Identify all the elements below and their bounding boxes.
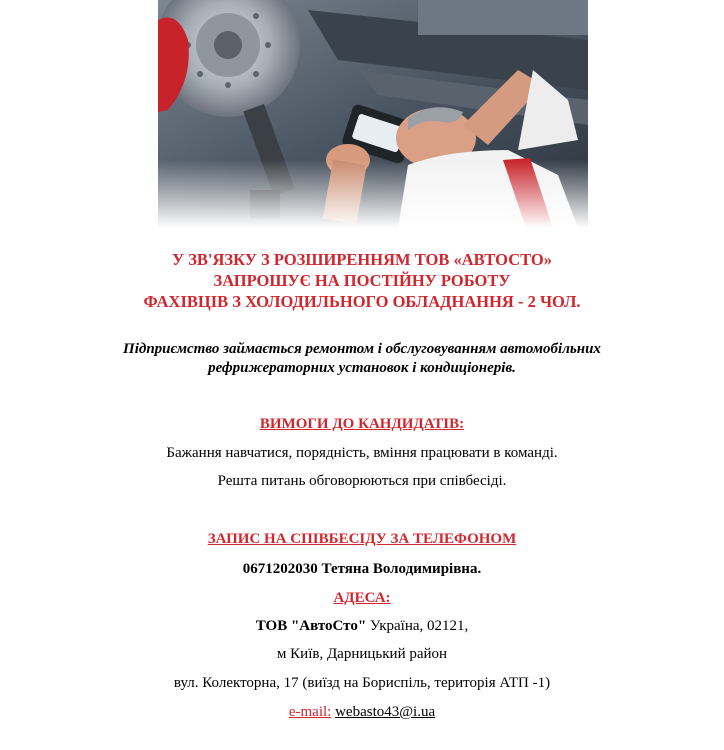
address-city: м Київ, Дарницький район (276, 646, 448, 662)
address-company-rest: Україна, 02121, (366, 618, 469, 634)
contact-phone: 0671202030 Тетяна Володимирівна. (242, 561, 482, 577)
address-company-line (0, 617, 724, 636)
intro-line-1: Підприємство займається ремонтом і обслуговуванням автомобільних (123, 341, 601, 357)
mechanic-illustration (158, 0, 588, 228)
headline (0, 249, 724, 312)
address-street: вул. Колекторна, 17 (виїзд на Бориспіль, територія АТП -1) (173, 675, 551, 691)
requirements-heading-text: ВИМОГИ ДО КАНДИДАТІВ: (259, 416, 465, 432)
address-company: ТОВ "АвтоСто" (255, 618, 367, 634)
email-line (0, 703, 724, 722)
email-link[interactable]: webasto43@i.ua (335, 704, 436, 720)
address-heading (0, 589, 724, 608)
address-heading-text: АДЕСА: (333, 590, 391, 606)
contact-heading (0, 530, 724, 549)
contact-heading-text: ЗАПИС НА СПІВБЕСІДУ ЗА ТЕЛЕФОНОМ (207, 531, 517, 547)
headline-line-1: У ЗВ'ЯЗКУ З РОЗШИРЕННЯМ ТОВ «АВТОСТО» (171, 250, 553, 269)
email-label: e-mail: (288, 704, 332, 720)
headline-line-3: ФАХІВЦІВ З ХОЛОДИЛЬНОГО ОБЛАДНАННЯ - 2 ЧОЛ. (143, 292, 581, 311)
intro-line-2: рефрижераторних установок і кондиціонерів. (208, 360, 516, 376)
requirements-line-1: Бажання навчатися, порядність, вміння працювати в команді. (166, 445, 558, 461)
requirements-line-2: Решта питань обговорюються при співбесіді. (217, 473, 507, 489)
requirements-heading (0, 415, 724, 434)
mechanic-photo (158, 0, 588, 228)
headline-line-2: ЗАПРОШУЄ НА ПОСТІЙНУ РОБОТУ (213, 271, 511, 290)
intro-text (0, 340, 724, 378)
